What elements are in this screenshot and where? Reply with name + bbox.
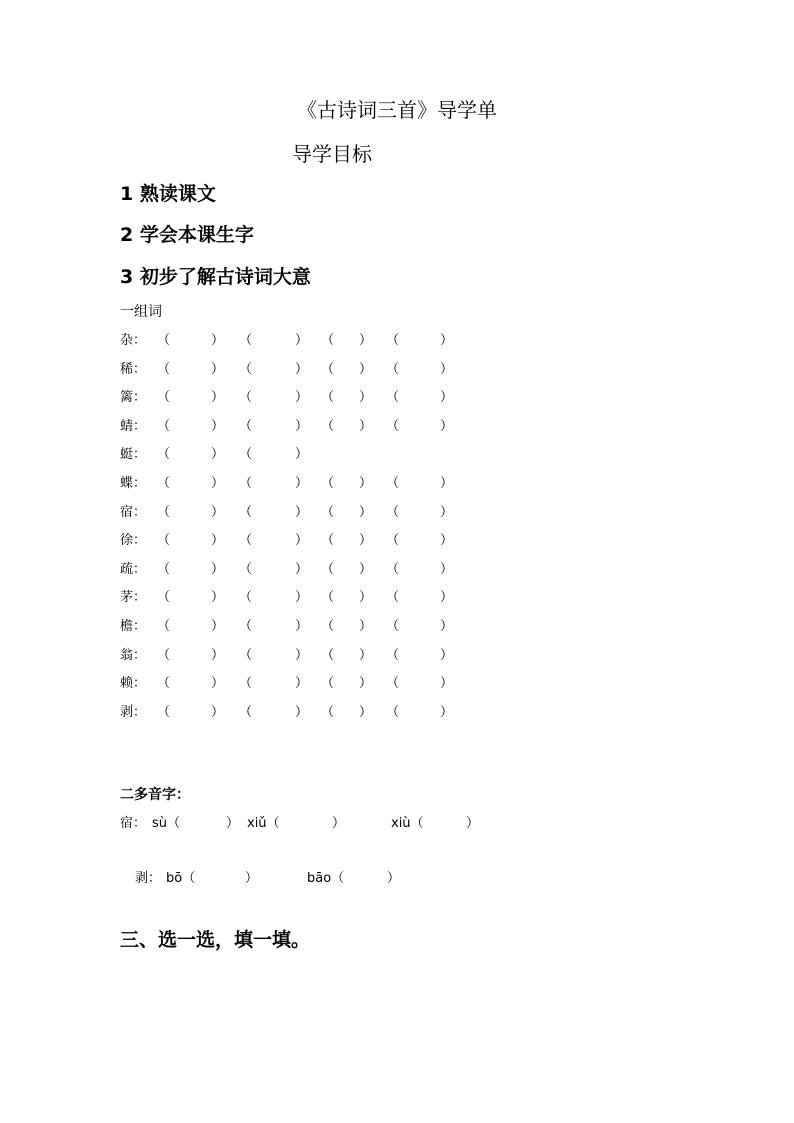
blank-open: （	[239, 647, 253, 663]
blank-close: ）	[211, 533, 225, 549]
blank-close: ）	[359, 590, 373, 606]
blank-close: ）	[440, 476, 454, 491]
blank-open: （	[386, 361, 400, 377]
blank-close: ）	[211, 333, 225, 348]
polyphone-label: 宿：	[120, 816, 147, 831]
blank-close: ）	[295, 561, 309, 577]
blank-close: ）	[440, 704, 454, 720]
word-row-label: 蜓：	[120, 447, 147, 463]
section3-heading: 三、选一选，填一填。	[120, 929, 311, 951]
blank-close: ）	[359, 504, 373, 520]
blank-open: （	[239, 533, 253, 549]
blank-open: （	[321, 533, 335, 549]
goal-1: 1 熟读课文	[120, 183, 216, 205]
blank-open: （	[386, 533, 400, 549]
blank-open: （	[321, 476, 335, 491]
blank-open: （	[321, 504, 335, 520]
blank-close: ）	[211, 590, 225, 606]
blank-open: （	[386, 676, 400, 692]
blank-open: （	[157, 704, 171, 720]
blank-close: ）	[295, 676, 309, 692]
blank-open: （	[321, 619, 335, 634]
blank-close: ）	[295, 418, 309, 434]
blank-open: （	[157, 647, 171, 663]
blank-open: （	[321, 561, 335, 577]
blank-close: ）	[387, 871, 401, 886]
blank-close: ）	[295, 361, 309, 377]
blank-open: （	[239, 361, 253, 377]
blank-open: （	[386, 590, 400, 606]
blank-close: ）	[245, 871, 259, 886]
blank-close: ）	[211, 676, 225, 692]
blank-open: （	[157, 619, 171, 634]
blank-close: ）	[211, 361, 225, 377]
blank-open: （	[386, 418, 400, 434]
blank-close: ）	[211, 619, 225, 634]
blank-close: ）	[359, 333, 373, 348]
blank-close: ）	[359, 704, 373, 720]
blank-close: ）	[226, 816, 240, 831]
blank-open: （	[239, 561, 253, 577]
blank-open: （	[239, 447, 253, 463]
word-row-label: 檐：	[120, 619, 147, 634]
word-row-label: 剥：	[120, 704, 147, 720]
blank-open: （	[157, 533, 171, 549]
blank-close: ）	[359, 676, 373, 692]
blank-close: ）	[440, 504, 454, 520]
blank-open: （	[157, 676, 171, 692]
blank-open: （	[386, 561, 400, 577]
blank-close: ）	[211, 647, 225, 663]
section1-heading: 一组词	[120, 304, 162, 320]
blank-close: ）	[295, 333, 309, 348]
pinyin-su: sù（	[152, 816, 181, 831]
blank-close: ）	[440, 333, 454, 348]
blank-open: （	[386, 476, 400, 491]
blank-open: （	[386, 390, 400, 406]
blank-close: ）	[359, 561, 373, 577]
blank-close: ）	[359, 390, 373, 406]
word-row-label: 翁：	[120, 647, 147, 663]
word-row-label: 宿：	[120, 504, 147, 520]
blank-close: ）	[440, 590, 454, 606]
blank-open: （	[157, 447, 171, 463]
blank-close: ）	[211, 561, 225, 577]
blank-close: ）	[440, 361, 454, 377]
blank-open: （	[386, 704, 400, 720]
blank-close: ）	[440, 390, 454, 406]
blank-open: （	[386, 333, 400, 348]
blank-close: ）	[211, 504, 225, 520]
blank-close: ）	[295, 533, 309, 549]
blank-close: ）	[295, 619, 309, 634]
blank-close: ）	[211, 418, 225, 434]
blank-close: ）	[440, 647, 454, 663]
blank-open: （	[321, 676, 335, 692]
blank-open: （	[321, 647, 335, 663]
blank-close: ）	[440, 561, 454, 577]
blank-open: （	[321, 704, 335, 720]
blank-close: ）	[295, 504, 309, 520]
blank-open: （	[157, 561, 171, 577]
pinyin-bo: bō（	[166, 871, 196, 886]
pinyin-bao: bāo（	[307, 871, 345, 886]
blank-open: （	[239, 676, 253, 692]
blank-close: ）	[440, 619, 454, 634]
word-row-label: 篱：	[120, 390, 147, 406]
blank-close: ）	[295, 704, 309, 720]
blank-open: （	[157, 504, 171, 520]
blank-open: （	[386, 504, 400, 520]
blank-close: ）	[359, 647, 373, 663]
blank-open: （	[321, 333, 335, 348]
goal-3: 3 初步了解古诗词大意	[120, 266, 311, 288]
blank-close: ）	[359, 533, 373, 549]
learning-goals-heading: 导学目标	[292, 142, 372, 166]
blank-open: （	[239, 418, 253, 434]
blank-open: （	[157, 590, 171, 606]
blank-open: （	[157, 390, 171, 406]
blank-close: ）	[295, 390, 309, 406]
word-row-label: 疏：	[120, 561, 147, 577]
word-row-label: 赖：	[120, 676, 147, 692]
blank-close: ）	[211, 447, 225, 463]
word-row-label: 蜻：	[120, 418, 147, 434]
blank-open: （	[239, 333, 253, 348]
blank-open: （	[239, 704, 253, 720]
word-row-label: 蝶：	[120, 476, 147, 491]
blank-open: （	[321, 418, 335, 434]
pinyin-xiu4: xiù（	[391, 816, 424, 831]
blank-open: （	[386, 619, 400, 634]
blank-close: ）	[440, 418, 454, 434]
blank-close: ）	[211, 704, 225, 720]
goal-2: 2 学会本课生字	[120, 224, 254, 246]
word-row-label: 稀：	[120, 361, 147, 377]
blank-close: ）	[295, 476, 309, 491]
blank-close: ）	[295, 647, 309, 663]
blank-open: （	[239, 476, 253, 491]
blank-close: ）	[440, 533, 454, 549]
blank-open: （	[239, 619, 253, 634]
word-row-label: 茅：	[120, 590, 147, 606]
blank-close: ）	[359, 361, 373, 377]
blank-close: ）	[440, 676, 454, 692]
blank-close: ）	[295, 447, 309, 463]
blank-close: ）	[211, 476, 225, 491]
word-row-label: 徐：	[120, 533, 147, 549]
blank-open: （	[321, 590, 335, 606]
blank-close: ）	[359, 619, 373, 634]
blank-close: ）	[332, 816, 346, 831]
blank-open: （	[239, 390, 253, 406]
worksheet-title: 《古诗词三首》导学单	[297, 98, 497, 122]
blank-open: （	[239, 504, 253, 520]
blank-close: ）	[359, 418, 373, 434]
pinyin-xiu3: xiǔ（	[247, 816, 280, 831]
blank-open: （	[157, 361, 171, 377]
blank-close: ）	[211, 390, 225, 406]
section2-heading: 二多音字：	[120, 787, 190, 803]
blank-open: （	[157, 333, 171, 348]
polyphone-label: 剥：	[135, 871, 162, 886]
blank-open: （	[386, 647, 400, 663]
blank-open: （	[157, 476, 171, 491]
blank-close: ）	[466, 816, 480, 831]
blank-open: （	[321, 361, 335, 377]
blank-open: （	[157, 418, 171, 434]
blank-open: （	[239, 590, 253, 606]
blank-close: ）	[359, 476, 373, 491]
word-row-label: 杂：	[120, 333, 147, 348]
blank-close: ）	[295, 590, 309, 606]
blank-open: （	[321, 390, 335, 406]
